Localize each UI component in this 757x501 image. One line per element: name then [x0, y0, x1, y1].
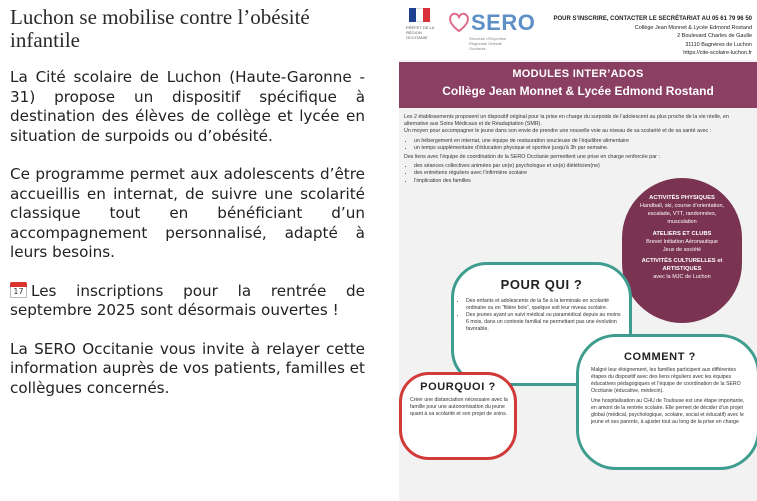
article-paragraph-1: La Cité scolaire de Luchon (Haute-Garonne - 31) propose un dispositif spécifique à destination des élèves de collège et lycée en situation de surpoids ou d’obésité. [10, 68, 365, 145]
pour-qui-list [466, 298, 621, 333]
pourquoi-title: POURQUOI ? [420, 381, 496, 393]
links-item: • des entretiens réguliers avec l’infirmière scolaire [414, 170, 739, 177]
activities-text-2: Brevet Initiation Aéronautique [646, 239, 718, 245]
sero-subtitle: Structure d’Expertise Régionale Obésité Occitanie [469, 36, 507, 51]
flyer-intro [404, 114, 739, 187]
address-line-3: 31110 Bagnères de Luchon [685, 41, 752, 48]
prefet-caption: PRÉFET DE LA RÉGION OCCITANIE [406, 25, 435, 40]
pourquoi-text: Créer une distanciation nécessaire avec la famille pour une autonomisation du jeune quant à sa scolarité et son projet de soins. [410, 397, 508, 417]
comment-bubble [576, 334, 757, 470]
flyer-subtitle: Collège Jean Monnet & Lycée Edmond Rostand [442, 84, 714, 98]
article-paragraph-4: La SERO Occitanie vous invite à relayer cette information auprès de vos patients, familles et collègues concernés. [10, 339, 365, 397]
article-paragraph-2: Ce programme permet aux adolescents d’être accueillis en internat, de suivre une scolarité classique tout en bénéficiant d’un accompagnement personnalisé, adapté à leurs besoins. [10, 165, 365, 261]
contact-block [554, 15, 753, 58]
activities-text-1: Handball, ski, course d’orientation, escalade, VTT, randonnées, musculation [639, 203, 725, 225]
pourquoi-bubble [399, 372, 517, 460]
republique-francaise-logo [409, 8, 431, 22]
sero-name: SERO [471, 10, 536, 35]
links-item: • des séances collectives animées par un(e) psychologue et un(e) diététicien(ne) [414, 163, 739, 170]
calendar-icon: 17 [10, 282, 27, 298]
pour-qui-item: • Des enfants et adolescents de la 5e à la terminale en scolarité ordinaire ou en “filière bois”, quelque soit leur niveau scolaire. [466, 298, 621, 312]
intro-item: • un hébergement en internat, une équipe de restauration soucieuse de l’équilibre alimentaire [414, 138, 739, 145]
activities-heading-3: ACTIVITÉS CULTURELLES et ARTISTIQUES [641, 258, 723, 272]
activities-heading-1: ACTIVITÉS PHYSIQUES [649, 195, 715, 201]
article-paragraph-3-text: Les inscriptions pour la rentrée de septembre 2025 sont désormais ouvertes ! [10, 281, 365, 319]
comment-text: Malgré leur éloignement, les familles participent aux différentes étapes du dispositif avec des liens réguliers avec les équipes éducatives pédagogiques et l’équipe de coordination de la SERO Occitanie (éducative, médecin). [591, 367, 741, 394]
intro-text-2: Un moyen pour accompagner le jeune dans son envie de prendre une nouvelle voie au niveau de sa scolarité et de sa santé avec : [404, 128, 712, 135]
comment-title: COMMENT ? [624, 351, 697, 363]
sero-heart-icon [447, 10, 471, 34]
pour-qui-title: POUR QUI ? [500, 277, 583, 292]
address-line-1: Collège Jean Monnet & Lycée Edmond Rostand [634, 24, 752, 31]
flyer-image[interactable] [399, 0, 757, 501]
website: https://cite-scolaire-luchon.fr [683, 50, 752, 56]
article-paragraph-3 [10, 282, 365, 321]
flyer-title: MODULES INTER’ADOS [512, 68, 644, 80]
activities-circle [622, 178, 742, 323]
activities-heading-2: ATELIERS ET CLUBS [652, 231, 712, 237]
intro-list [414, 138, 739, 152]
links-item: • l’implication des familles [414, 178, 739, 185]
flyer-title-band [399, 62, 757, 108]
contact-line: POUR S’INSCRIRE, CONTACTER LE SECRÉTARIAT AU 05 61 79 96 50 [553, 16, 752, 22]
flyer-header [399, 0, 757, 60]
activities-text-2b: Jeux de société [662, 247, 702, 253]
article-headline: Luchon se mobilise contre l’obésité infantile [10, 5, 310, 52]
intro-text: Les 2 établissements proposent un dispositif original pour la prise en charge du surpoids de l’adolescent au plus proche de la vie réelle, en alternative aux Soins Médicaux et de Réadaptation (SMR). [404, 114, 729, 128]
pour-qui-item: • Des jeunes ayant un suivi médical ou paramédical depuis au moins 6 mois, dans un contexte familial ne permettant pas une évolution favorable. [466, 312, 621, 333]
address-line-2: 2 Boulevard Charles de Gaulle [677, 33, 752, 39]
links-intro: Des liens avec l’équipe de coordination de la SERO Occitanie permettent une prise en charge renforcée par : [404, 154, 660, 161]
activities-text-3: avec la MJC de Luchon [653, 274, 711, 280]
intro-item: • un temps supplémentaire d’éducation physique et sportive jusqu’à 3h par semaine. [414, 145, 739, 152]
comment-text-2: Une hospitalisation au CHU de Toulouse est une étape importante, en amont de la rentrée scolaire. Elle permet de décider d’un projet global (médical, psychologique, scolaire, social et éducatif) avec le jeune et ses parents, à ajuster tout au long de la prise en charge [591, 398, 745, 425]
article [10, 6, 365, 417]
sero-logo [447, 8, 536, 51]
